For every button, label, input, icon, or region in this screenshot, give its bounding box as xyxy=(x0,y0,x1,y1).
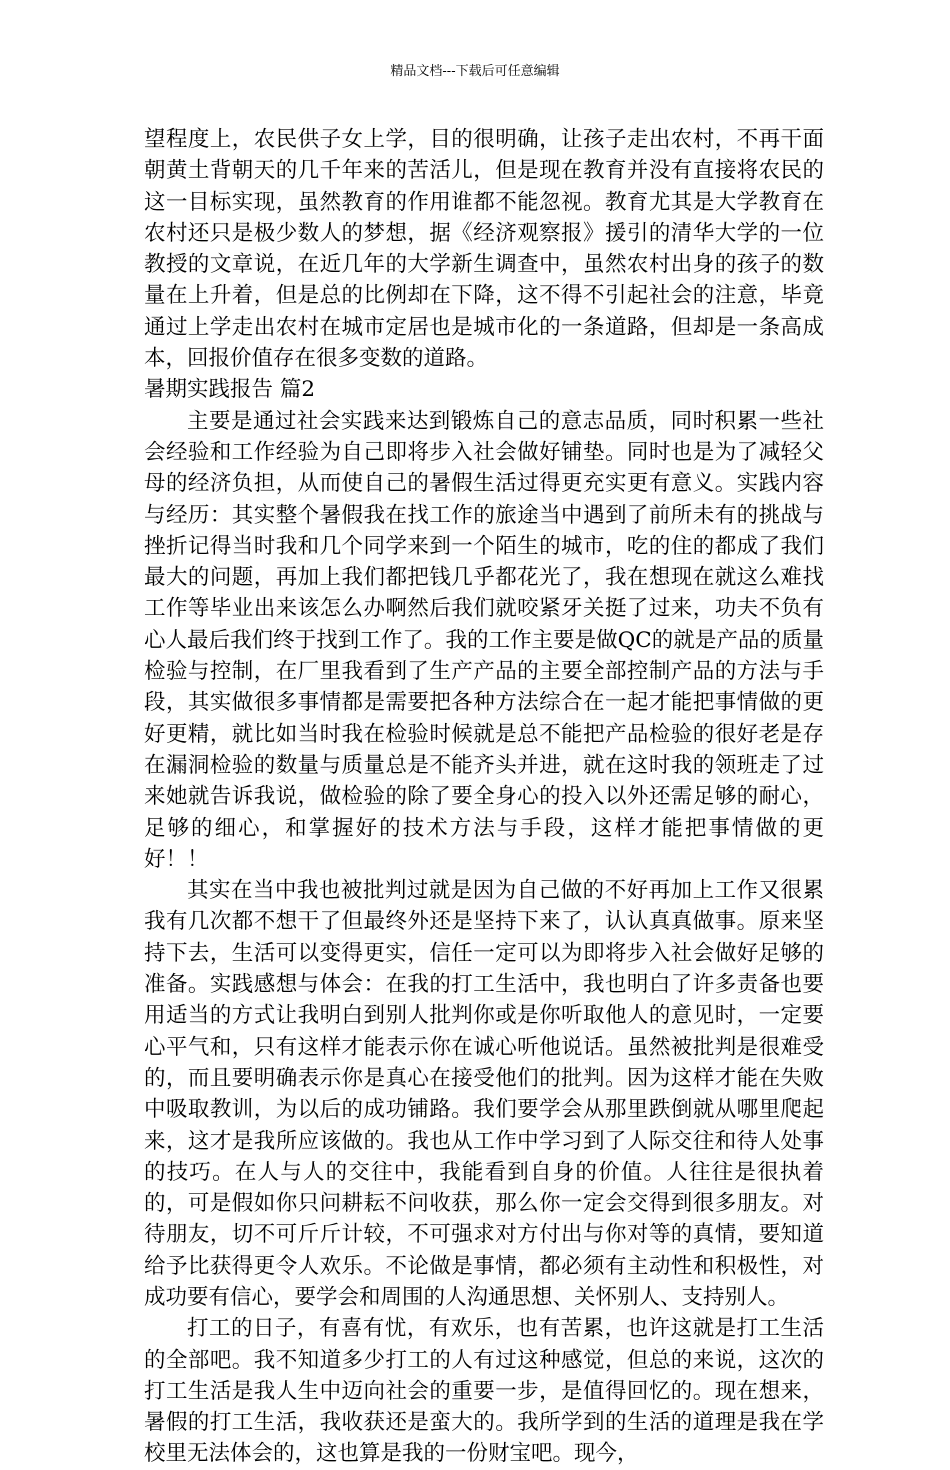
document-body xyxy=(144,124,824,1470)
paragraph-conclusion: 打工的日子，有喜有忧，有欢乐，也有苦累，也许这就是打工生活的全部吧。我不知道多少打工的人有过这种感觉，但总的来说，这次的打工生活是我人生中迈向社会的重要一步，是值得回忆的。现在想来，暑假的打工生活，我收获还是蛮大的。我所学到的生活的道理是我在学校里无法体会的，这也算是我的一份财宝吧。现今， xyxy=(144,1316,824,1467)
paragraph-reflection: 其实在当中我也被批判过就是因为自己做的不好再加上工作又很累我有几次都不想干了但最终外还是坚持下来了，认认真真做事。原来坚持下去，生活可以变得更实，信任一定可以为即将步入社会做好足够的准备。实践感想与体会：在我的打工生活中，我也明白了许多责备也要用适当的方式让我明白到别人批判你或是你听取他人的意见时，一定要心平气和，只有这样才能表示你在诚心听他说话。虽然被批判是很难受的，而且要明确表示你是真心在接受他们的批判。因为这样才能在失败中吸取教训，为以后的成功铺路。我们要学会从那里跌倒就从哪里爬起来，这才是我所应该做的。我也从工作中学习到了人际交往和待人处事的技巧。在人与人的交往中，我能看到自身的价值。人往往是很执着的，可是假如你只问耕耘不问收获，那么你一定会交得到很多朋友。对待朋友，切不可斤斤计较，不可强求对方付出与你对等的真情，要知道给予比获得更令人欢乐。不论做是事情，都必须有主动性和积极性，对成功要有信心，要学会和周围的人沟通思想、关怀别人、支持别人。 xyxy=(144,878,824,1310)
page-header: 精品文档---下载后可任意编辑 xyxy=(390,64,560,79)
paragraph-intro: 望程度上，农民供子女上学，目的很明确，让孩子走出农村，不再干面朝黄土背朝天的几千年来的苦活儿，但是现在教育并没有直接将农民的这一目标实现，虽然教育的作用谁都不能忽视。教育尤其是大学教育在农村还只是极少数人的梦想，据《经济观察报》援引的清华大学的一位教授的文章说，在近几年的大学新生调查中，虽然农村出身的孩子的数量在上升着，但是总的比例却在下降，这不得不引起社会的注意，毕竟通过上学走出农村在城市定居也是城市化的一条道路，但却是一条高成本，回报价值存在很多变数的道路。 xyxy=(144,127,824,372)
section-heading: 暑期实践报告 篇2 xyxy=(144,377,316,403)
paragraph-purpose: 主要是通过社会实践来达到锻炼自己的意志品质，同时积累一些社会经验和工作经验为自己即将步入社会做好铺垫。同时也是为了减轻父母的经济负担，从而使自己的暑假生活过得更充实更有意义。实践内容与经历：其实整个暑假我在找工作的旅途当中遇到了前所未有的挑战与挫折记得当时我和几个同学来到一个陌生的城市，吃的住的都成了我们最大的问题，再加上我们都把钱几乎都花光了，我在想现在就这么难找工作等毕业出来该怎么办啊然后我们就咬紧牙关挺了过来，功夫不负有心人最后我们终于找到工作了。我的工作主要是做QC的就是产品的质量检验与控制，在厂里我看到了生产产品的主要全部控制产品的方法与手段，其实做很多事情都是需要把各种方法综合在一起才能把事情做的更好更精，就比如当时我在检验时候就是总不能把产品检验的很好老是存在漏洞检验的数量与质量总是不能齐头并进，就在这时我的领班走了过来她就告诉我说，做检验的除了要全身心的投入以外还需足够的耐心，足够的细心，和掌握好的技术方法与手段，这样才能把事情做的更好！！ xyxy=(144,408,824,872)
